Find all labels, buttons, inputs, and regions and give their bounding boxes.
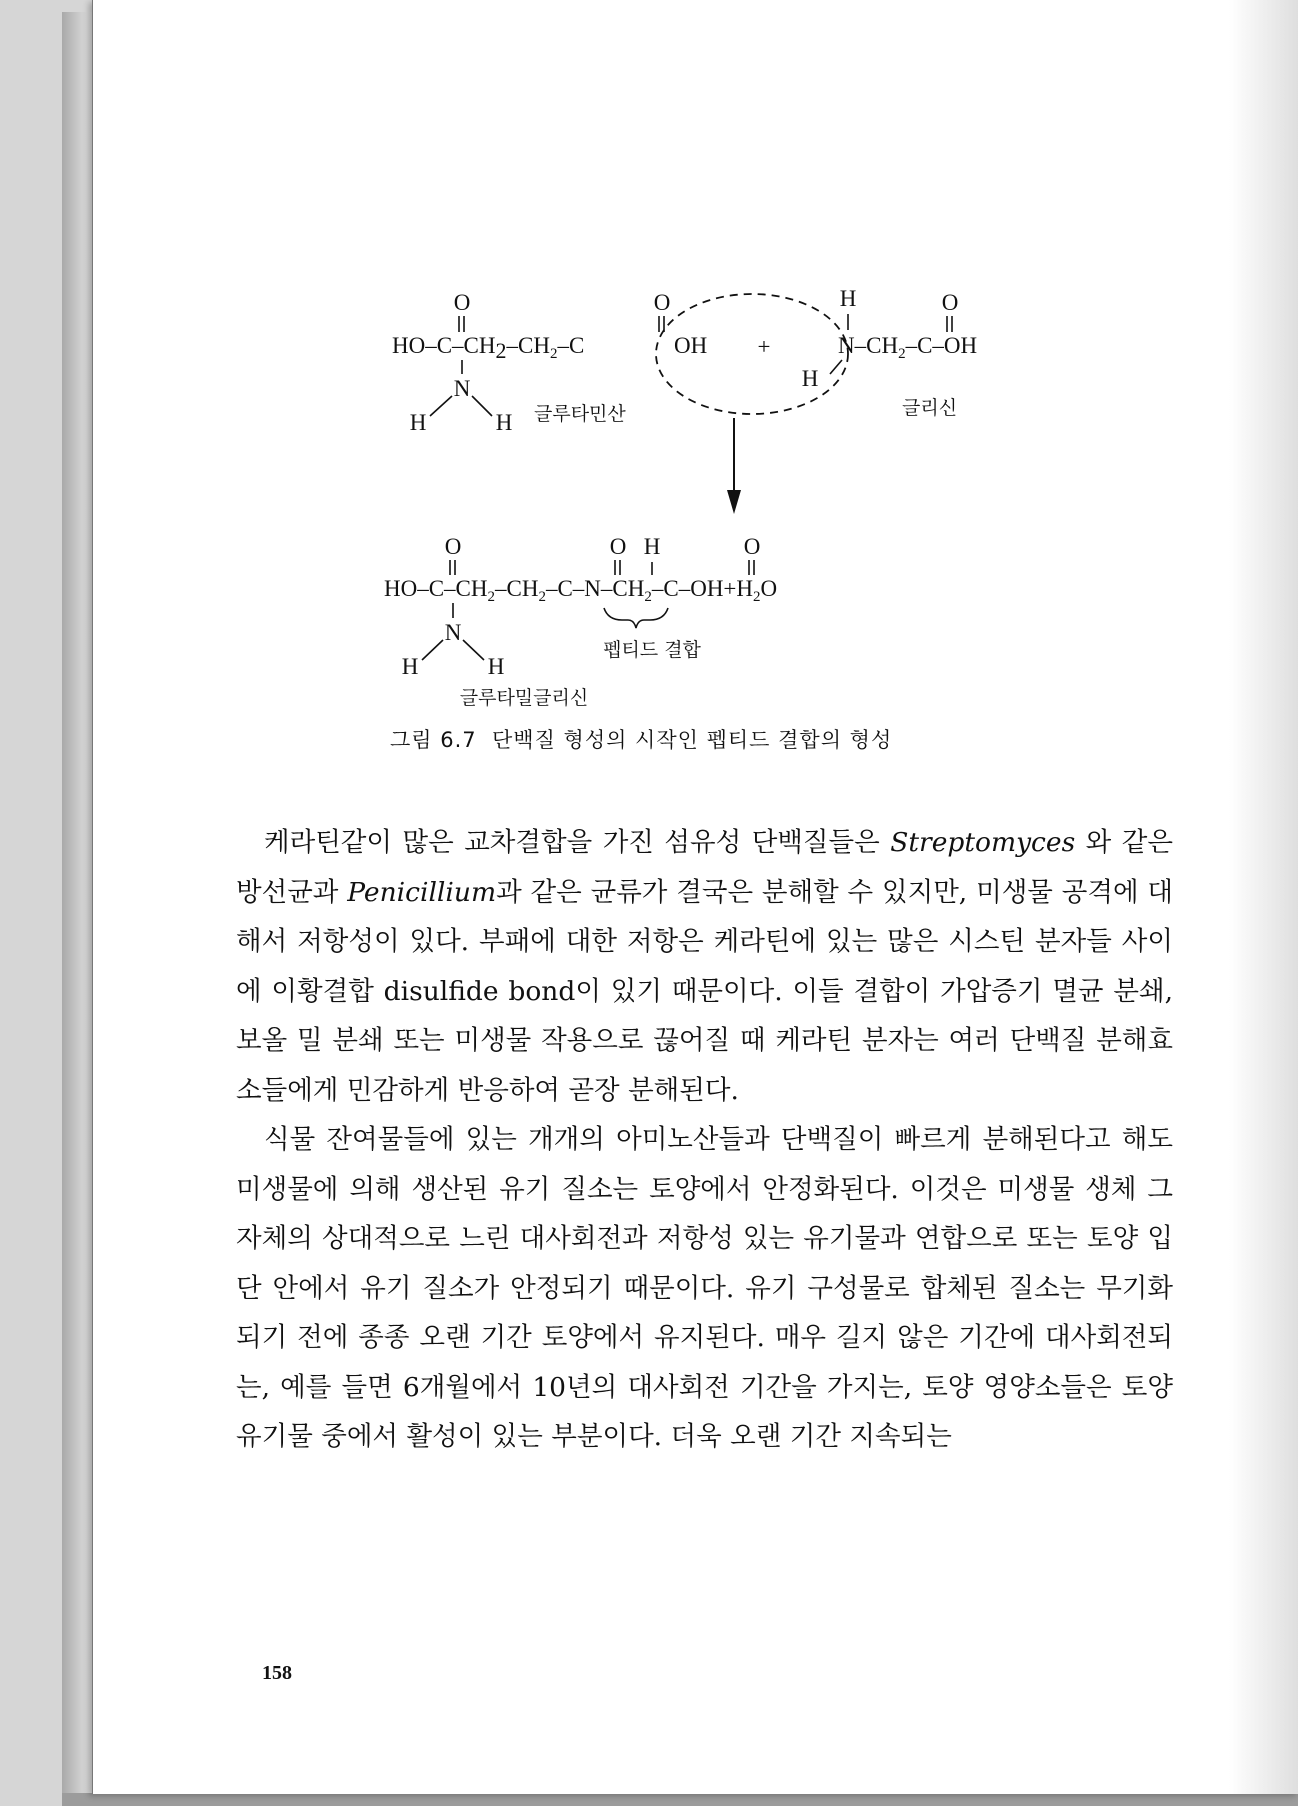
- hydroxyl-oh: OH: [674, 333, 708, 358]
- peptide-bond-figure: [372, 270, 1072, 710]
- glycine-h-top: H: [839, 286, 857, 311]
- glycine-label: 글리신: [902, 397, 958, 419]
- glycine-o-top: O: [941, 290, 959, 315]
- peptide-bond-brace: [604, 608, 668, 628]
- reaction-arrow: [727, 490, 741, 514]
- body-text: [236, 818, 1173, 1462]
- product-h2: H: [487, 654, 505, 679]
- figure-caption: 그림 6.7 단백질 형성의 시작인 펩티드 결합의 형성: [390, 728, 893, 752]
- page-number: 158: [262, 1662, 292, 1684]
- product-h-mid: H: [643, 534, 661, 559]
- product-o-left: O: [444, 534, 462, 559]
- paragraph-2: 식물 잔여물들에 있는 개개의 아미노산들과 단백질이 빠르게 분해된다고 해도 미생물에 의해 생산된 유기 질소는 토양에서 안정화된다. 이것은 미생물 생체 그 자체의 상대적으로 느린 대사회전과 저항성 있는 유기물과 연합으로 또는 토양 입단 안에서 유기 질소가 안정되기 때문이다. 유기 구성물로 합체된 질소는 무기화되기 전에 종종 오랜 기간 토양에서 유지된다. 매우 길지 않은 기간에 대사회전되는, 예를 들면 6개월에서 10년의 대사회전 기간을 가지는, 토양 영양소들은 토양 유기물 중에서 활성이 있는 부분이다. 더욱 오랜 기간 지속되는: [236, 1124, 1173, 1452]
- paragraph-1: 케라틴같이 많은 교차결합을 가진 섬유성 단백질들은 Streptomyces 와 같은 방선균과 Penicillium과 같은 균류가 결국은 분해할 수 있지만, 미생물 공격에 대해서 저항성이 있다. 부패에 대한 저항은 케라틴에 있는 많은 시스틴 분자들 사이에 이황결합 disulfide bond이 있기 때문이다. 이들 결합이 가압증기 멸균 분쇄, 보올 밀 분쇄 또는 미생물 작용으로 끊어질 때 케라틴 분자는 여러 단백질 분해효소들에게 민감하게 반응하여 곧장 분해된다.: [236, 827, 1173, 1106]
- penicillium-term: Penicillium: [347, 876, 497, 908]
- plus-sign: +: [757, 334, 771, 359]
- reactant-left-n: N: [453, 376, 471, 401]
- reactant-left-o1: O: [453, 290, 471, 315]
- reactant-left-o2: O: [653, 290, 671, 315]
- glycine-h-left: H: [801, 366, 819, 391]
- product-n: N: [444, 620, 462, 645]
- glutamylglycine-label: 글루타밀글리신: [459, 687, 589, 709]
- product-o-mid: O: [609, 534, 627, 559]
- product-h1: H: [401, 654, 419, 679]
- peptide-bond-label: 펩티드 결합: [603, 639, 701, 661]
- reactant-left-h2: H: [495, 410, 513, 435]
- glycine-formula: $N-CH_2-C-OH$: [838, 333, 978, 362]
- glutamylglycine-formula: $HO-C-CH_2-CH_2-C-N-CH_2-C-OH+H_2O$: [384, 576, 778, 605]
- streptomyces-term: Streptomyces: [890, 827, 1076, 858]
- product-o-right: O: [743, 534, 761, 559]
- peptide-bond-diagram: [372, 270, 1072, 710]
- book-bottom-edge: [62, 1793, 1298, 1806]
- reactant-left-h1: H: [409, 410, 427, 435]
- page-shading: [1229, 0, 1298, 1794]
- glutamic-acid-label: 글루타민산: [534, 403, 626, 425]
- glutamic-acid-formula: $HO-C-CH2-CH_2-C$: [392, 333, 585, 363]
